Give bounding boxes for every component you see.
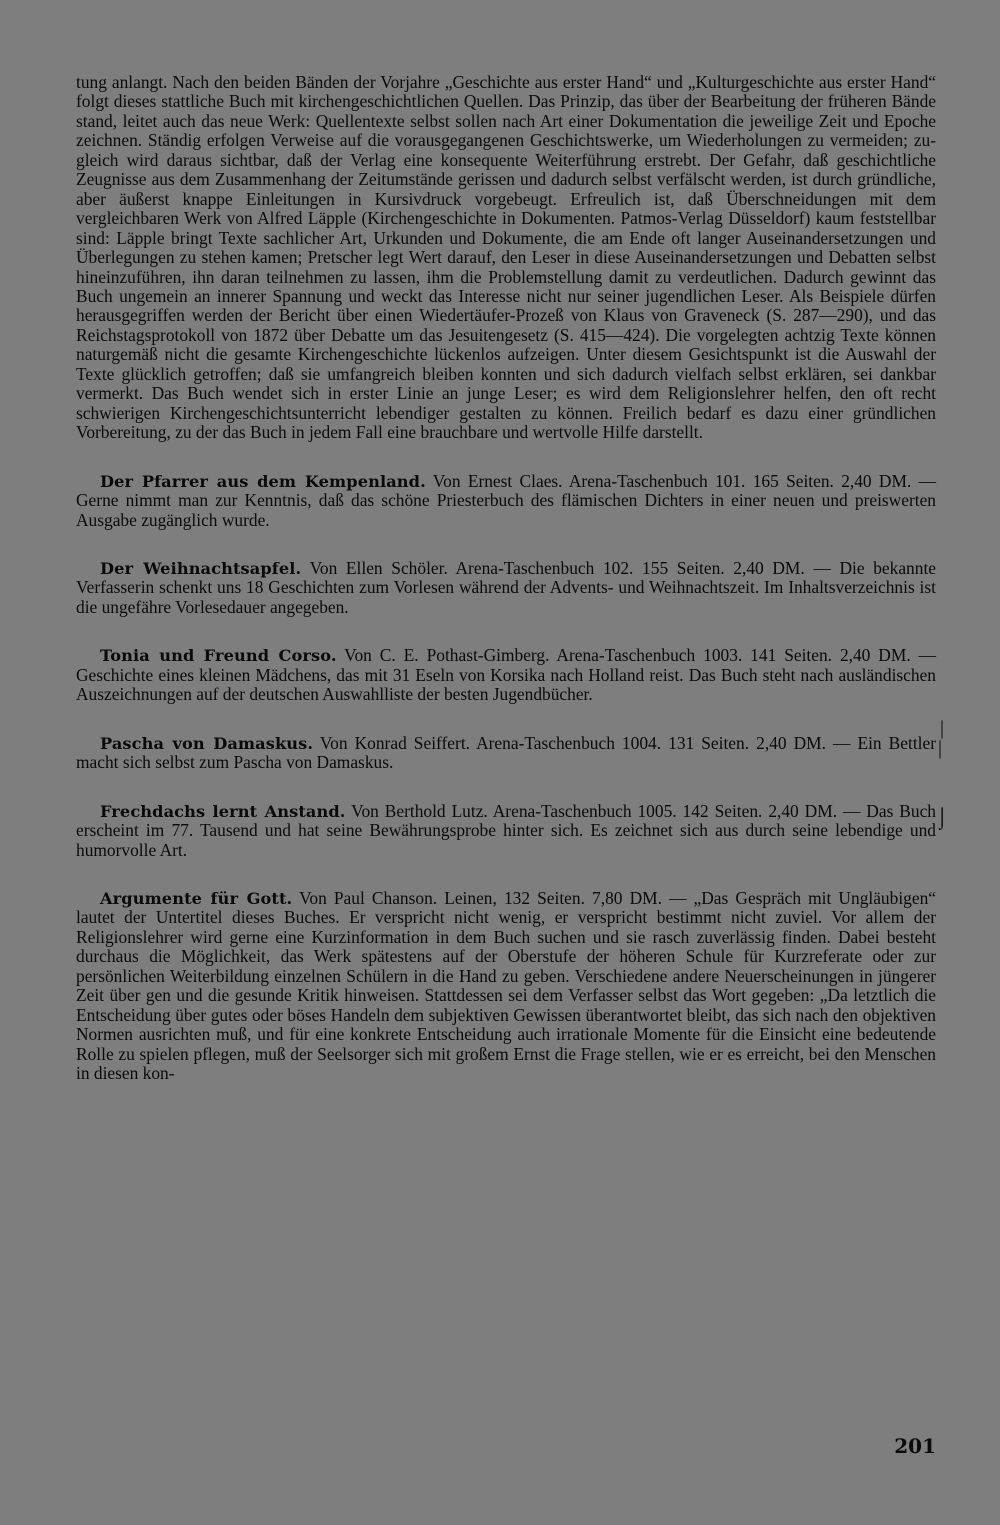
- entry-title: Der Weihnachtsapfel.: [100, 558, 302, 578]
- margin-mark: |: [938, 737, 943, 759]
- entry-text: Von Ernest Claes. Arena-Taschenbuch 101. 165 Seiten. 2,40 DM. — Gerne nimmt man zur Kenntnis, daß das schöne Priesterbuch des flämischen Dichters in einer neuen und preiswerten Ausgabe zugänglich wurde.: [76, 470, 936, 530]
- review-entry: [76, 559, 936, 617]
- entry-text: Von Konrad Seiffert. Arena-Taschenbuch 1004. 131 Seiten. 2,40 DM. — Ein Bettler macht sich selbst zum Pascha von Damaskus.: [76, 732, 936, 773]
- review-entry: [76, 734, 936, 773]
- review-entry: [76, 889, 936, 1084]
- margin-mark: ⌡: [936, 807, 949, 829]
- book-page: [76, 73, 936, 1083]
- entry-title: Der Pfarrer aus dem Kempenland.: [100, 471, 426, 491]
- review-entry: [76, 802, 936, 860]
- margin-mark: |: [940, 717, 945, 739]
- entry-title: Argumente für Gott.: [100, 888, 293, 908]
- entry-text: Von Berthold Lutz. Arena-Taschenbuch 1005. 142 Seiten. 2,40 DM. — Das Buch erscheint im 77. Tausend und hat seine Bewährungsprobe hinter sich. Es zeichnet sich aus durch seine lebendige und humorvolle Art.: [76, 800, 936, 860]
- entry-title: Frechdachs lernt Anstand.: [100, 801, 346, 821]
- review-continuation-paragraph: tung anlangt. Nach den beiden Bänden der Vorjahre „Geschichte aus erster Hand“ und „Kulturgeschichte aus erster Hand“ folgt dieses stattliche Buch mit kirchengeschichtlichen Quellen. Das Prinzip, das über der Bearbeitung der früheren Bände stand, leitet auch das neue Werk: Quellentexte selbst sollen nach Art einer Dokumentation die jeweilige Zeit und Epoche zeichnen. Ständig erfolgen Verweise auf die vorausgegangenen Geschichtswerke, um Wiederholungen zu vermeiden; zugleich wird daraus sichtbar, daß der Verlag eine konsequente Weiterführung erstrebt. Der Gefahr, daß geschichtliche Zeugnisse aus dem Zusammenhang der Zeitumstände gerissen und dadurch selbst verfälscht werden, ist durch gründliche, aber äußerst knappe Einleitungen in Kursivdruck vorgebeugt. Erfreulich ist, daß Überschneidungen mit dem vergleichbaren Werk von Alfred Läpple (Kirchengeschichte in Dokumenten. Patmos-Verlag Düsseldorf) kaum feststellbar sind: Läpple bringt Texte sachlicher Art, Urkunden und Dokumente, die am Ende oft langer Auseinandersetzungen und Überlegungen zu stehen kamen; Pretscher legt Wert darauf, den Leser in diese Auseinandersetzungen und Debatten selbst hineinzuführen, ihn daran teilnehmen zu lassen, ihm die Problemstellung damit zu verdeutlichen. Dadurch gewinnt das Buch ungemein an innerer Spannung und weckt das Interesse nicht nur seiner jugendlichen Leser. Als Beispiele dürfen herausgegriffen werden der Bericht über einen Wiedertäufer-Prozeß von Klaus von Graveneck (S. 287—290), und das Reichstagsprotokoll von 1872 über Debatte um das Jesuitengesetz (S. 415—424). Die vorgelegten achtzig Texte können naturgemäß nicht die gesamte Kirchengeschichte lückenlos aufzeigen. Unter diesem Gesichtspunkt ist die Auswahl der Texte glücklich getroffen; daß sie umfangreich bleiben konnten und sich dadurch vielfach selbst erklären, sei dankbar vermerkt. Das Buch wendet sich in erster Linie an junge Leser; es wird dem Religionslehrer helfen, den oft recht schwierigen Kirchengeschichtsunterricht lebendiger gestalten zu können. Freilich bedarf es dazu einer gründlichen Vorbereitung, zu der das Buch in jedem Fall eine brauchbare und wertvolle Hilfe darstellt.: [76, 72, 936, 443]
- page-number: 201: [894, 1434, 936, 1458]
- entry-title: Pascha von Damaskus.: [100, 733, 314, 753]
- review-entry: [76, 646, 936, 704]
- entry-text: Von C. E. Pothast-Gimberg. Arena-Taschenbuch 1003. 141 Seiten. 2,40 DM. — Geschichte eines kleinen Mädchens, das mit 31 Eseln von Korsika nach Holland reist. Das Buch steht nach ausländischen Auszeichnungen auf der deutschen Auswahlliste der besten Jugendbücher.: [76, 645, 936, 705]
- entry-text: Von Ellen Schöler. Arena-Taschenbuch 102. 155 Seiten. 2,40 DM. — Die bekannte Verfasserin schenkt uns 18 Geschichten zum Vorlesen während der Advents- und Weihnachtszeit. Im Inhaltsverzeichnis ist die ungefähre Vorlesedauer angegeben.: [76, 557, 936, 617]
- entry-text: Von Paul Chanson. Leinen, 132 Seiten. 7,80 DM. — „Das Gespräch mit Ungläubigen“ lautet der Untertitel dieses Buches. Er verspricht nicht wenig, er verspricht bestimmt nicht zuviel. Vor allem der Religionslehrer wird gerne eine Kurzinformation in dem Buch suchen und sie rasch zuverlässig finden. Dabei besteht durchaus die Möglichkeit, das Werk spätestens auf der Oberstufe der höheren Schule für Kurzreferate oder zur persönlichen Weiterbildung einzelnen Schülern in die Hand zu geben. Verschiedene andere Neuerscheinungen in jüngerer Zeit über gen und die gesunde Kritik hinweisen. Stattdessen sei dem Verfasser selbst das Wort gegeben: „Da letztlich die Entscheidung über gutes oder böses Handeln dem subjektiven Gewissen überantwortet bleibt, das sich nach den objektiven Normen ausrichten muß, und für eine konkrete Entscheidung auch irrationale Momente für die Einsicht eine bedeutende Rolle zu spielen pflegen, muß der Seelsorger sich mit großem Ernst die Frage stellen, wie er es erreicht, bei den Menschen in diesen kon-: [76, 887, 936, 1084]
- entry-title: Tonia und Freund Corso.: [100, 646, 337, 666]
- review-entry: [76, 472, 936, 530]
